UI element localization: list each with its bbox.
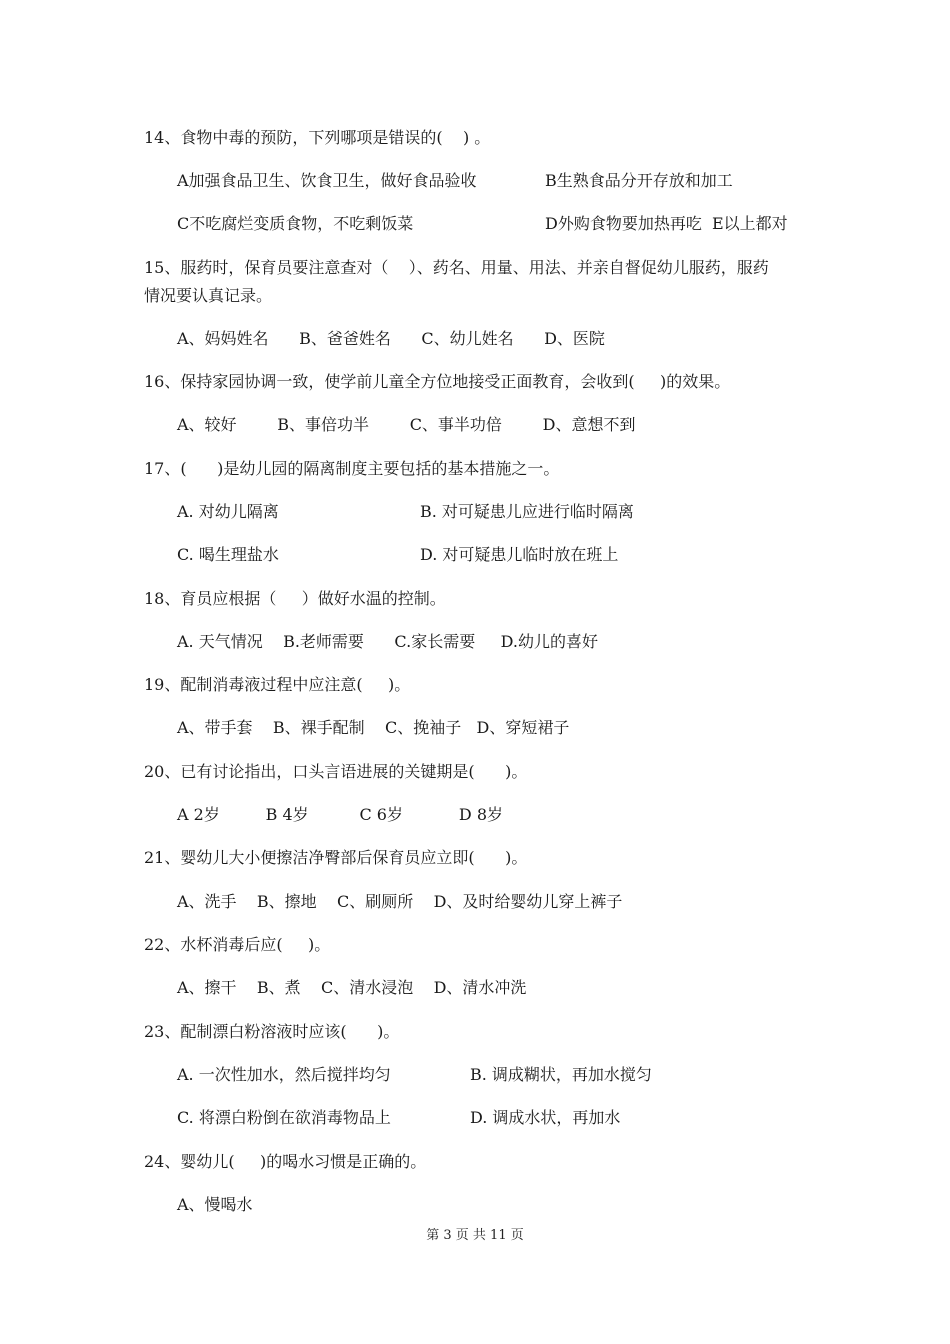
option-23-c: C. 将漂白粉倒在欲消毒物品上: [177, 1108, 391, 1127]
option-14-b: B生熟食品分开存放和加工: [545, 171, 733, 190]
options-15: A、妈妈姓名 B、爸爸姓名 C、幼儿姓名 D、医院: [177, 329, 605, 348]
option-17-c: C. 喝生理盐水: [177, 545, 279, 564]
option-14-a: A加强食品卫生、饮食卫生，做好食品验收: [177, 171, 477, 190]
question-22: 22、水杯消毒后应( )。: [144, 935, 331, 954]
option-23-d: D. 调成水状，再加水: [470, 1108, 621, 1127]
options-20: A 2岁 B 4岁 C 6岁 D 8岁: [177, 805, 504, 824]
question-19: 19、配制消毒液过程中应注意( )。: [144, 675, 411, 694]
question-18: 18、育员应根据（ ）做好水温的控制。: [144, 589, 446, 608]
options-16: A、较好 B、事倍功半 C、事半功倍 D、意想不到: [177, 415, 636, 434]
options-21: A、洗手 B、擦地 C、刷厕所 D、及时给婴幼儿穿上裤子: [177, 892, 623, 911]
options-19: A、带手套 B、裸手配制 C、挽袖子 D、穿短裙子: [177, 718, 570, 737]
question-23: 23、配制漂白粉溶液时应该( )。: [144, 1022, 400, 1041]
option-17-b: B. 对可疑患儿应进行临时隔离: [420, 502, 634, 521]
page-footer: 第 3 页 共 11 页: [426, 1228, 524, 1243]
question-16: 16、保持家园协调一致，使学前儿童全方位地接受正面教育，会收到( )的效果。: [144, 372, 731, 391]
question-17: 17、( )是幼儿园的隔离制度主要包括的基本措施之一。: [144, 459, 560, 478]
option-14-c: C不吃腐烂变质食物，不吃剩饭菜: [177, 214, 414, 233]
question-21: 21、婴幼儿大小便擦洁净臀部后保育员应立即( )。: [144, 848, 528, 867]
option-23-b: B. 调成糊状，再加水搅匀: [470, 1065, 652, 1084]
question-15: 15、服药时，保育员要注意查对（ ）、药名、用量、用法、并亲自督促幼儿服药，服药: [144, 258, 769, 277]
options-22: A、擦干 B、煮 C、清水浸泡 D、清水冲洗: [177, 978, 527, 997]
option-17-a: A. 对幼儿隔离: [177, 502, 279, 521]
options-18: A. 天气情况 B.老师需要 C.家长需要 D.幼儿的喜好: [177, 632, 598, 651]
option-17-d: D. 对可疑患儿临时放在班上: [420, 545, 619, 564]
question-20: 20、已有讨论指出，口头言语进展的关键期是( )。: [144, 762, 528, 781]
options-24: A、慢喝水: [177, 1195, 253, 1214]
question-14: 14、食物中毒的预防，下列哪项是错误的( ) 。: [144, 128, 491, 147]
option-14-d: D外购食物要加热再吃 E以上都对: [545, 214, 788, 233]
option-23-a: A. 一次性加水，然后搅拌均匀: [177, 1065, 391, 1084]
question-24: 24、婴幼儿( )的喝水习惯是正确的。: [144, 1152, 427, 1171]
question-15-cont: 情况要认真记录。: [144, 286, 273, 305]
